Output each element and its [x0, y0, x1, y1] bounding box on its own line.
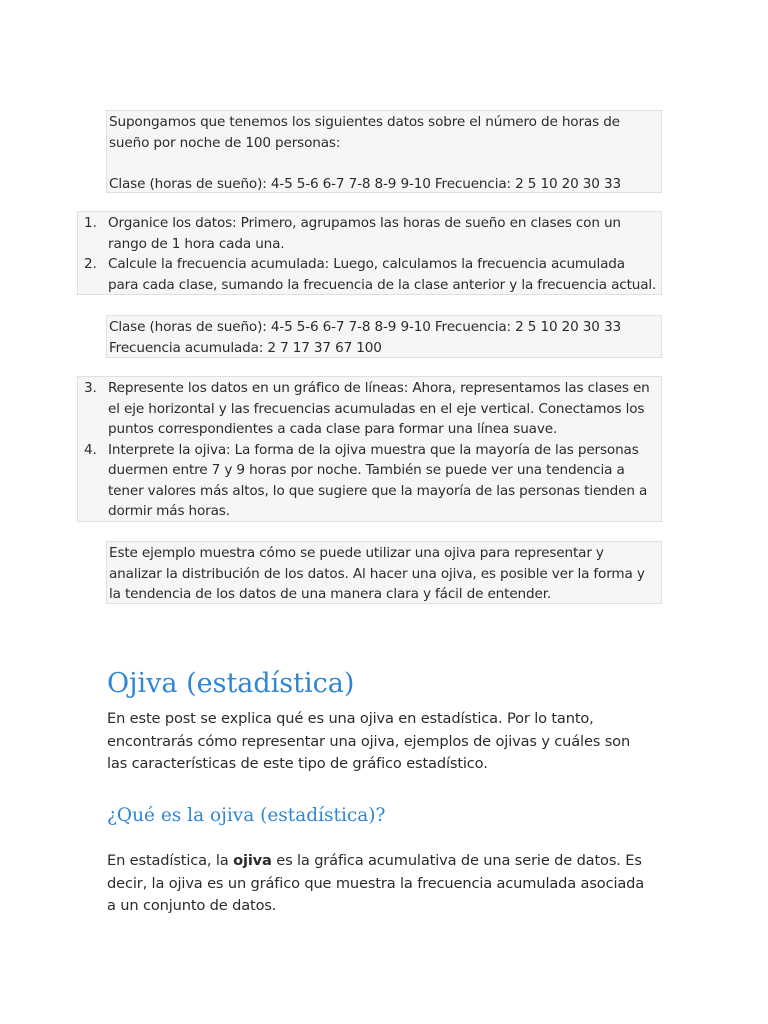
list-item [78, 378, 659, 440]
conclusion-text: Este ejemplo muestra cómo se puede utilizar una ojiva para representar y analizar la distribución de los datos. Al hacer una ojiva, es posible ver la forma y la tendencia de los datos de una manera clara y fácil de entender. [109, 545, 645, 602]
list-number: 4. [84, 441, 97, 458]
definition-text-start: En estadística, la [107, 852, 234, 869]
article-intro: En este post se explica qué es una ojiva en estadística. Por lo tanto, encontrarás cómo representar una ojiva, ejemplos de ojivas y cuáles son las características de este tipo de gráfico estadístico. [107, 710, 631, 772]
list-item-text: Represente los datos en un gráfico de líneas: Ahora, representamos las clases en el eje horizontal y las frecuencias acumuladas en el eje vertical. Conectamos los puntos correspondientes a cada clase para formar una línea suave. [108, 380, 650, 437]
steps-box-1 [77, 211, 662, 295]
list-item-text: Organice los datos: Primero, agrupamos las horas de sueño en clases con un rango de 1 hora cada una. [108, 215, 621, 252]
data-box-cumulative [106, 315, 662, 358]
definition-text-end: es la gráfica acumulativa de una serie de datos. Es decir, la ojiva es un gráfico que muestra la frecuencia acumulada asociada a un conjunto de datos. [107, 852, 645, 914]
list-item-text: Calcule la frecuencia acumulada: Luego, calculamos la frecuencia acumulada para cada clase, sumando la frecuencia de la clase anterior y la frecuencia actual. [108, 256, 657, 293]
list-item [78, 213, 659, 254]
list-item [78, 440, 659, 522]
steps-list-1 [78, 213, 659, 295]
list-number: 2. [84, 256, 97, 272]
data-box-intro [106, 110, 662, 193]
steps-box-2 [77, 376, 662, 522]
definition-term: ojiva [233, 852, 272, 869]
class-frequency-line: Clase (horas de sueño): 4-5 5-6 6-7 7-8 8-9 9-10 Frecuencia: 2 5 10 20 30 33 [109, 319, 621, 335]
intro-text: Supongamos que tenemos los siguientes datos sobre el número de horas de sueño por noche de 100 personas: [109, 114, 620, 151]
section-heading: ¿Qué es la ojiva (estadística)? [107, 805, 386, 826]
cumulative-frequency-line: Frecuencia acumulada: 2 7 17 37 67 100 [109, 339, 382, 356]
list-number: 1. [84, 215, 97, 231]
list-item [78, 254, 659, 295]
steps-list-2 [78, 378, 659, 522]
definition-paragraph [107, 850, 647, 918]
article-title: Ojiva (estadística) [107, 668, 355, 699]
list-number: 3. [84, 380, 97, 396]
class-frequency-line: Clase (horas de sueño): 4-5 5-6 6-7 7-8 8-9 9-10 Frecuencia: 2 5 10 20 30 33 [109, 175, 621, 192]
conclusion-box [106, 541, 662, 604]
list-item-text: Interprete la ojiva: La forma de la ojiva muestra que la mayoría de las personas duermen entre 7 y 9 horas por noche. También se puede ver una tendencia a tener valores más altos, lo que sugiere que la mayoría de las personas tienden a dormir más horas. [108, 441, 648, 519]
